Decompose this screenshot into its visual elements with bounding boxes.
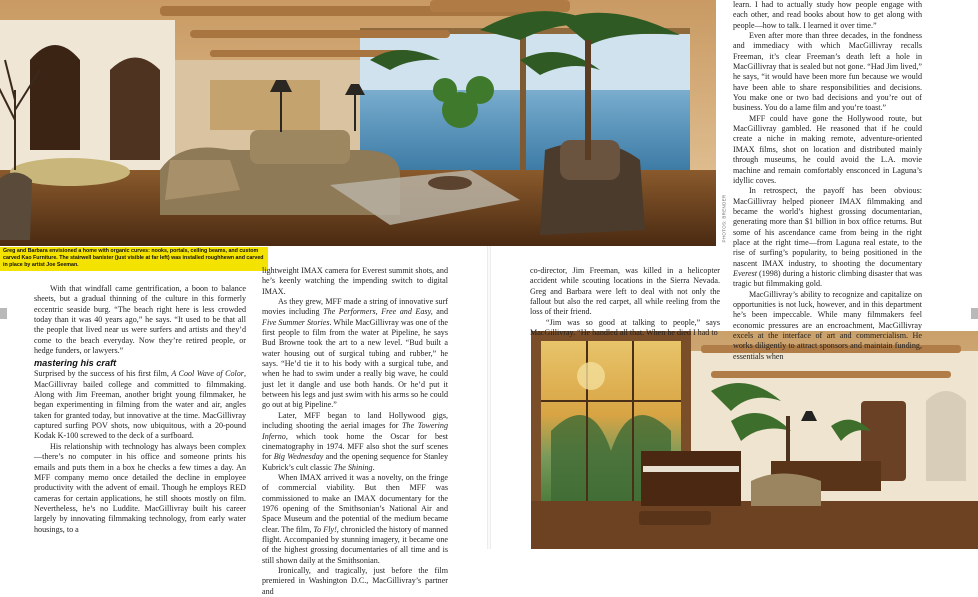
paragraph: Even after more than three decades, in the fondness and immediacy with which MacGillivray recalls Freeman, it’s clear Freeman’s death left a hole in MacGillivray that is sealed but not gone. “Had Jim lived,” he says, “it would have been more fun because we would have been able to share responsibilities and decisions. You make one or two bad decisions and you’re out of business. You do a lame film and you’re toast.”: [733, 31, 922, 113]
text-column-1: [34, 284, 246, 535]
paragraph: MacGillivray’s ability to recognize and capitalize on opportunities is not luck, however, and in this department he’s been impeccable. While many filmmakers feel economic pressures are an encroachment, MacGillivray excels at the interface of art and commercialism. He works diligently to attract sponsors and maintain funding, essentials when: [733, 289, 922, 361]
text-column-4: [733, 0, 922, 362]
paragraph: co-director, Jim Freeman, was killed in a helicopter accident while scouting locations in the Sierra Nevada. Greg and Barbara were left to deal with not only the fallout but also the red carpet, all while reeling from the loss of their friend.: [530, 266, 720, 317]
stained-glass-room-photo: [531, 331, 978, 549]
page-edge-tab-left: [0, 308, 7, 319]
paragraph: As they grew, MFF made a string of innovative surf movies including The Performers, Free and Easy, and Five Summer Stories. While MacGillivray was one of the first people to film from the water at Pipeline, he says Bud Browne took the art to a new level. “Bud built a water housing out of surgical tubing and rubber,” he says. “He’d tie it to his body with a surgical tube, and when he had to swim under a really big wave, he could just let it dangle and use both hands. Or he’d put it between his legs and just swim with his arms so he could go out at big Pipeline.”: [262, 297, 448, 410]
paragraph: learn. I had to actually study how people engage with each other, and read books about how to get along with people—how to talk. I learned it over time.”: [733, 0, 922, 30]
text-column-3: [530, 266, 720, 338]
paragraph: lightweight IMAX camera for Everest summit shots, and he’s keenly watching the impending switch to digital IMAX.: [262, 266, 448, 296]
text-column-2: [262, 266, 448, 597]
paragraph: When IMAX arrived it was a novelty, on the fringe of commercial viability. But then MFF was commissioned to make an IMAX documentary for the 1976 opening of the Smithsonian’s National Air and Space Museum and the potential of the medium became clear. The film, To Fly!, chronicled the history of manned flight. Accompanied by stunning imagery, it became one of the highest grossing documentaries of all time and is still shown daily at the Smithsonian.: [262, 472, 448, 565]
photo-credit: PHOTOS: BRENDER: [721, 194, 727, 243]
paragraph: Later, MFF began to land Hollywood gigs, including shooting the aerial images for The Towering Inferno, which took home the Oscar for best cinematography in 1974. MFF also shot the surf scenes for Big Wednesday and the opening sequence for Stanley Kubrick’s cult classic The Shining.: [262, 410, 448, 472]
section-heading: mastering his craft: [34, 358, 117, 369]
paragraph: In retrospect, the payoff has been obvious: MacGillivray helped pioneer IMAX filmmaking and became the world’s highest grossing documentarian, generating more than $1 billion in box office returns. But some of his ascendance came from being in the right place at the right time—from Laguna real estate, to the rise of surfing’s popularity, to being positioned in the nascent IMAX industry, to shooting the documentary Everest (1998) during a historic climbing disaster that was tragic but filmmaking gold.: [733, 186, 922, 289]
paragraph: MFF could have gone the Hollywood route, but MacGillivray gambled. He reasoned that if he could create a niche in making remote, adventure-oriented IMAX films, shot on location and distributed mainly through museums, he could avoid the L.A. movie machine and remain comfortably ensconced in Laguna’s idyllic coves.: [733, 113, 922, 185]
paragraph: Ironically, and tragically, just before the film premiered in Washington D.C., MacGillivray’s partner and: [262, 565, 448, 596]
paragraph: His relationship with technology has always been complex—there’s no computer in his office and someone prints his emails and puts them in a box he checks a few times a day. An MFF company memo once detailed the decline in employee productivity with the advent of email. Though he employs RED cameras for certain applications, he still shoots mostly on film. Nevertheless, he’s no Luddite. MacGillivray built his career largely by innovating filmmaking technology, from early water housings, to a: [34, 441, 246, 534]
living-room-photo: [0, 0, 716, 246]
paragraph: Surprised by the success of his first film, A Cool Wave of Color, MacGillivray bailed college and committed to filmmaking. Along with Jim Freeman, another bright young filmmaker, he began experimenting in filming from the water and air, angles taken for granted today, but innovative at the time. MacGillivray captured surfing POV shots, now ubiquitous, with a 20-pound Kodak K-100 screwed to the deck of a surfboard.: [34, 369, 246, 441]
paragraph: “Jim was so good at talking to people,” says MacGillivray. “He handled all that. When he died I had to: [530, 317, 720, 338]
page-edge-tab-right: [971, 308, 978, 319]
photo-caption: Greg and Barbara envisioned a home with organic curves: nooks, portals, ceiling beams, and custom carved Kao Furniture. The stairwell banister (just visible at far left) was installed roughhewn and carved in place by artist Joe Seeman.: [0, 247, 268, 271]
paragraph: With that windfall came gentrification, a boon to balance sheets, but a gradual thinning of the culture in this formerly eccentric seaside burg. “The beach right here is less crowded today than it was 40 years ago,” he says. “It used to be that all the people that lived near us were surfers and artists and they’d come to the beach everyday. Now they’re retired people, or hedge funders, or lawyers.”: [34, 284, 246, 356]
